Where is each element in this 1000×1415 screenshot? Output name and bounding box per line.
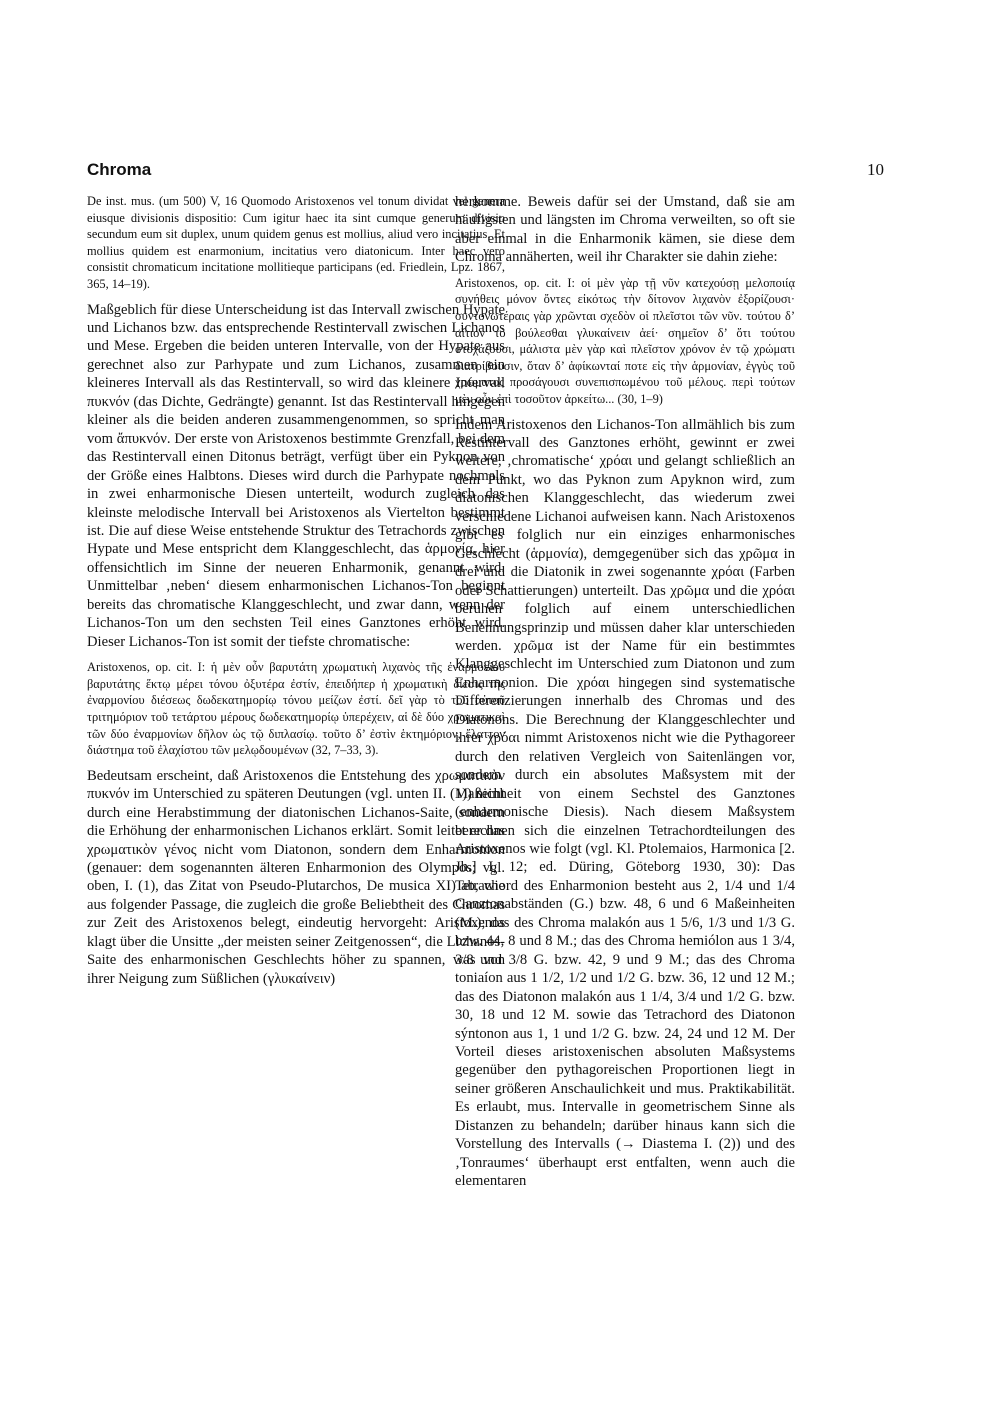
- left-column: [87, 193, 505, 988]
- right-column: [455, 193, 795, 1191]
- latin-quotation: De inst. mus. (um 500) V, 16 Quomodo Aristoxenos vel tonum dividat vel genera eiusque divisionis dispositio: Cum igitur haec ita sint cumque generum divisio secundum eum sit duplex, unum quidem genus est mollius, aliud vero incitatius. Et mollius quidem est enarmonium, incitatius vero diatonicum. Inter haec vero consistit chromaticum incitatione mollitieque participans (ed. Friedlein, Lpz. 1867, 365, 14–19).: [87, 194, 505, 291]
- body-paragraph: Indem Aristoxenos den Lichanos-Ton allmählich bis zum Restintervall des Ganztones erhöht, gewinnt er zwei weitere, ‚chromatische‘ χρόαι und gelangt schließlich an dem Punkt, wo das Pyknon zum Apyknon wird, zum diatonischen Klanggeschlecht, das wiederum zwei verschiedene Lichanoi aufweisen kann. Nach Aristoxenos gibt es folglich nur ein einziges enharmonisches Geschlecht (ἁρμονία), demgegenüber sich das χρῶμα in drei und die Diatonik in zwei sogenannte χρόαι (Farben oder Schattierungen) unterteilt. Das χρῶμα und die χρόαι beruhen folglich auf einem unterschiedlichen Benennungsprinzip und müssen daher klar unterschieden werden. χρῶμα ist der Name für ein bestimmtes Klanggeschlecht im Unterschied zum Diatonon und zum Enharmonion. Die χρόαι hingegen sind systematische Differenzierungen innerhalb des Chromas und des Diatonons. Die Berechnung der Klanggeschlechter und ihrer χρόαι nimmt Aristoxenos nicht wie die Pythagoreer durch den relativen Vergleich von Saitenlängen vor, sondern durch ein absolutes Maßsystem mit der Maßeinheit von einem Sechstel des Ganztones (enharmonische Diesis). Nach diesem Maßsystem berechnen sich die einzelnen Tetrachordteilungen des Aristoxenos wie folgt (vgl. Kl. Ptolemaios, Harmonica [2. Jh.] I, 12; ed. Düring, Göteborg 1930, 30): Das Tetrachord des Enharmonion besteht aus 2, 1/4 und 1/4 Ganztonabständen (G.) bzw. 48, 6 und 6 Maßeinheiten (M.); das des Chroma malakón aus 1 5/6, 1/3 und 1/3 G. bzw. 44, 8 und 8 M.; das des Chroma hemiólon aus 1 3/4, 3/8 und 3/8 G. bzw. 42, 9 und 9 M.; das des Chroma toniaíon aus 1 1/2, 1/2 und 1/2 G. bzw. 36, 12 und 12 M.; das des Diatonon malakón aus 1 1/4, 3/4 und 1/2 G. bzw. 30, 18 und 12 M. sowie das Tetrachord des Diatonon sýntonon aus 1, 1 und 1/2 G. bzw. 24, 24 und 12 M. Der Vorteil dieses aristoxenischen absoluten Maßsystems gegenüber den pythagoreischen Proportionen liegt in seiner größeren Anschaulichkeit und mus. Praktikabilität. Es erlaubt, mus. Intervalle in geometrischem Sinne als Distanzen zu behandeln; darüber hinaus kann sich die Vorstellung des Intervalls (→ Diastema I. (2)) und des ‚Tonraumes‘ überhaupt erst entfalten, wenn auch die elementaren: [455, 416, 795, 1190]
- body-paragraph: Bedeutsam erscheint, daß Aristoxenos die Entstehung des χρωματικὸν πυκνόν im Unterschied zu späteren Deutungen (vgl. unten II. (1)) nicht durch eine Herabstimmung der diatonischen Lichanos-Saite, sondern die Erhöhung der enharmonischen Lichanos erklärt. Somit leitet er das χρωματικὸν γένος nicht vom Diatonon, sondern dem Enharmonion (genauer: dem sogenannten älteren Enharmonion des Olympos; vgl. oben, I. (1), das Zitat von Pseudo-Plutarchos, De musica XI) ab, wie aus folgender Passage, die zugleich die große Beliebtheit des Chromas zur Zeit des Aristoxenos belegt, eindeutig hervorgeht: Aristoxenos klagt über die Unsitte „der meisten seiner Zeitgenossen“, die Lichanos-Saite des enharmonischen Geschlechts höher zu spannen, was von ihrer Neigung zum Süßlichen (γλυκαίνειν): [87, 767, 505, 987]
- greek-quotation: Aristoxenos, op. cit. I: ἡ μὲν οὖν βαρυτάτη χρωματικὴ λιχανὸς τῆς ἐναρμονίου βαρυτάτης ἕκτῳ μέρει τόνου ὀξυτέρα ἐστίν, ἐπειδήπερ ἡ χρωματικὴ δίεσις τῆς ἐναρμονίου διέσεως δωδεκατημορίῳ τόνου μείζων ἐστί. δεῖ γὰρ τὸ τοῦ αὐτοῦ τριτημόριον τοῦ τετάρτου μέρους δωδεκατημορίῳ ὑπερέχειν, αἱ δὲ δύο χρωματικαὶ τῶν δύο ἐναρμονίων δῆλον ὡς τῷ διπλασίῳ. τοῦτο δ’ ἐστὶν ἑκτημόριον, ἔλαττον διάστημα τοῦ ἐλαχίστου τῶν μελῳδουμένων (32, 7–33, 3).: [87, 660, 505, 758]
- page-number: 10: [867, 160, 884, 179]
- page-title: Chroma: [87, 160, 152, 179]
- body-paragraph: Maßgeblich für diese Unterscheidung ist das Intervall zwischen Hypate und Lichanos bzw. das entsprechende Restintervall zwischen Lichanos und Mese. Ergeben die beiden unteren Intervalle, von der Hypate aus gerechnet also zur Parhypate und zum Lichanos, zusammen ein kleineres Intervall als das Restintervall, so wird das kleinere Intervall πυκνόν (das Dichte, Gedrängte) genannt. Ist das Restintervall hingegen kleiner als die beiden anderen zusammengenommen, so spricht man vom ἄπυκνόν. Der erste von Aristoxenos bestimmte Grenzfall, bei dem das Restintervall einen Ditonus beträgt, verfügt über ein Pyknon von der Größe eines Halbtons. Dieses wird durch die Parhypate nochmals in zwei enharmonische Diesen unterteilt, wodurch zugleich das kleinste melodische Intervall bei Aristoxenos als Viertelton bestimmt ist. Die auf diese Weise entstehende Struktur des Tetrachords zwischen Hypate und Mese entspricht dem Klanggeschlecht, das ἁρμονία, hier offensichtlich im Sinne der neueren Enharmonik, genannt wird. Unmittelbar ‚neben‘ diesem enharmonischen Lichanos-Ton beginnt bereits das chromatische Klanggeschlecht, und zwar dann, wenn der Lichanos-Ton um den sechsten Teil eines Ganztones erhöht wird. Dieser Lichanos-Ton ist somit der tiefste chromatische:: [87, 301, 505, 650]
- body-paragraph: herkomme. Beweis dafür sei der Umstand, daß sie am häufigsten und längsten im Chroma verweilten, so oft sie aber einmal in die Enharmonik kämen, sie diese dem Chroma annäherten, weil ihr Charakter sie dahin ziehe:: [455, 194, 795, 266]
- greek-quotation: Aristoxenos, op. cit. I: οἱ μὲν γὰρ τῇ νῦν κατεχούσῃ μελοποιίᾳ συνήθεις μόνον ὄντες εἰκότως τὴν δίτονον λιχανὸν ἐξορίζουσι· συντονωτέραις γὰρ χρῶνται σχεδὸν οἱ πλεῖστοι τῶν νῦν. τούτου δ’ αἴτιον τὸ βούλεσθαι γλυκαίνειν ἀεί· σημεῖον δ’ ὅτι τούτου στοχάζουσι, μάλιστα μὲν γὰρ καὶ πλεῖστον χρόνον ἐν τῷ χρώματι διατρίβουσιν, ὅταν δ’ ἀφίκωνταί ποτε εἰς τὴν ἁρμονίαν, ἐγγὺς τοῦ χρώματος προσάγουσι συνεπισπωμένου τοῦ μέλους. περὶ τούτων μὲν οὖν ἐπὶ τοσοῦτον ἀρκείτω... (30, 1–9): [455, 275, 795, 406]
